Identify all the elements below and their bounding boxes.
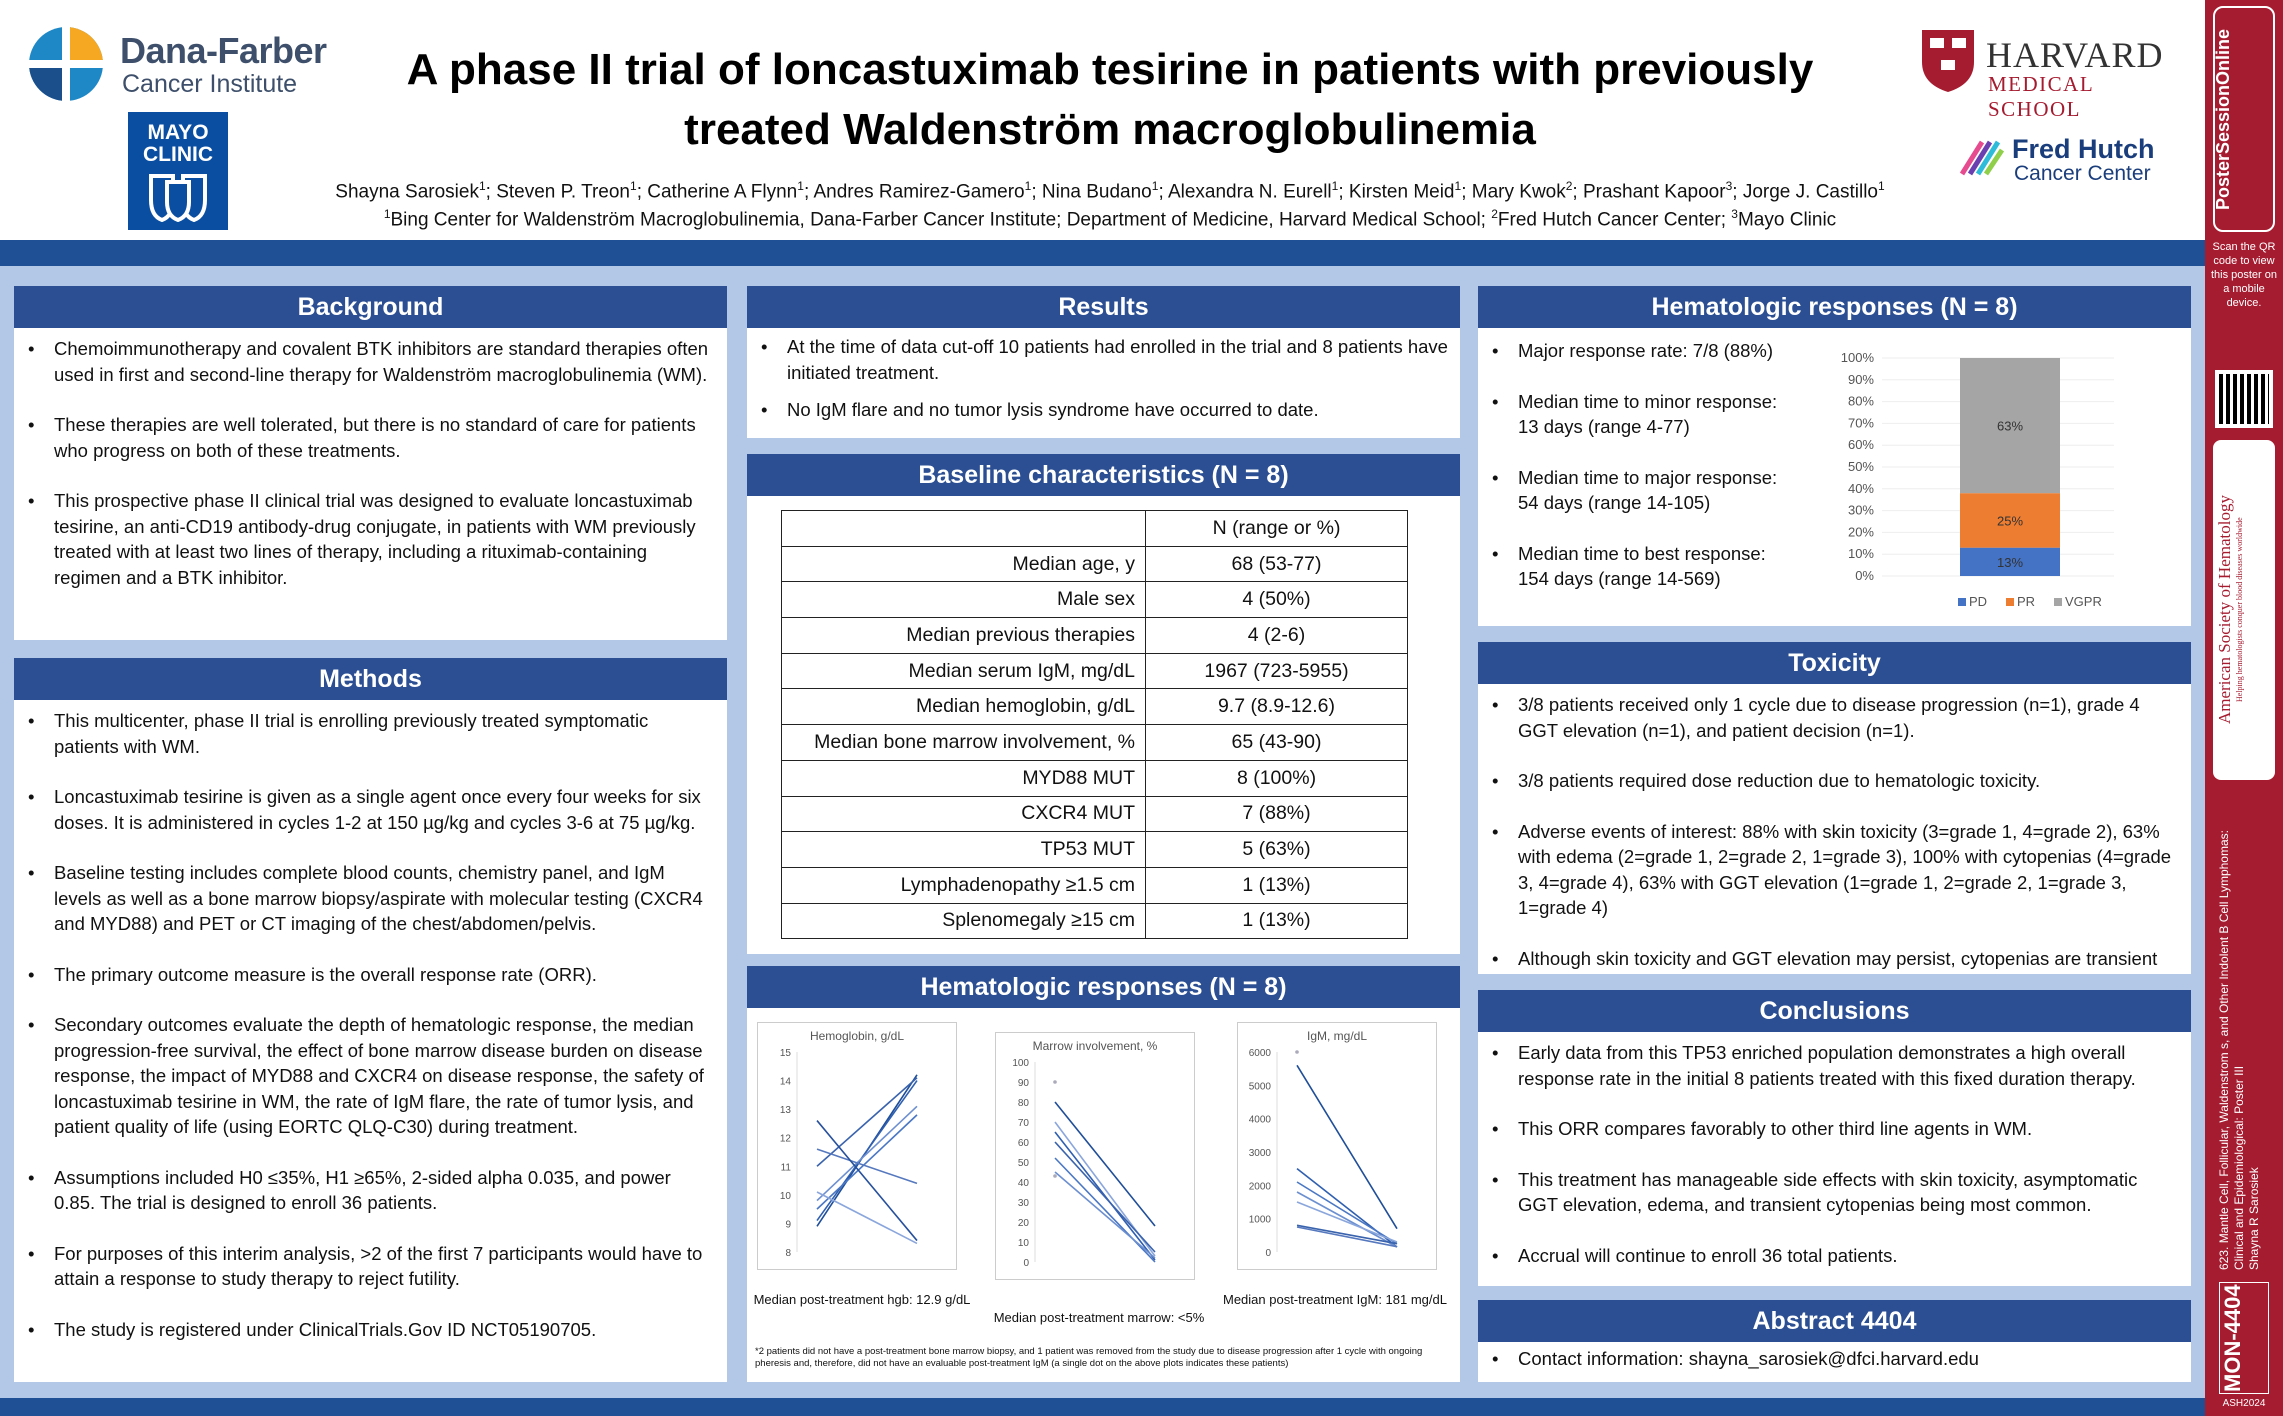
y-tick-label: 100% [1840, 350, 1874, 365]
presenter-name: Shayna R Sarosiek [2247, 1167, 2261, 1270]
fh-line1: Fred Hutch [2012, 134, 2155, 164]
results-heading: Results [747, 286, 1460, 328]
session-info [2217, 800, 2273, 1270]
qr-instructions: Scan the QR code to view this poster on a mobile device. [2210, 241, 2278, 309]
methods-heading: Methods [14, 658, 727, 700]
response-detail: 13 days (range 4-77) [1518, 416, 1690, 437]
y-tick-label: 60% [1847, 437, 1874, 453]
chart-frame [758, 1023, 957, 1270]
author-affiliation-mark: 1 [1454, 179, 1462, 193]
plots-footnote: *2 patients did not have a post-treatment bone marrow biopsy, and 1 patient was removed from the study due to disease progression after 1 cycle with ongoing pheresis and, therefore, did not have an evaluable post-treatment IgM (a single dot on the above plots indicates these patients) [755, 1346, 1423, 1369]
background-panel [14, 286, 727, 640]
legend-label: VGPR [2065, 594, 2102, 609]
toxicity-list [1478, 684, 2191, 979]
list-item: • This ORR compares favorably to other third line agents in WM. [1488, 1116, 2181, 1142]
table-row [782, 903, 1408, 939]
author-name: Nina Budano [1041, 181, 1152, 203]
dana-farber-logo [26, 24, 336, 104]
bar-data-label: 63% [1996, 418, 2024, 434]
y-tick-label: 30 [1017, 1198, 1029, 1209]
legend-label: PD [1969, 594, 1988, 609]
response-list [1478, 338, 1808, 617]
row-value: 1967 (723-5955) [1146, 653, 1408, 689]
table-row [782, 653, 1408, 689]
y-tick-label: 3000 [1248, 1148, 1271, 1159]
row-value: 4 (50%) [1146, 582, 1408, 618]
author-affiliation-mark: 1 [797, 179, 804, 193]
affiliation-text: Mayo Clinic [1737, 209, 1837, 231]
heme-right-heading: Hematologic responses (N = 8) [1478, 286, 2191, 328]
table-col-header: N (range or %) [1146, 511, 1408, 547]
poster-header [0, 0, 2205, 240]
table-header-blank [782, 511, 1146, 547]
background-list [14, 328, 727, 598]
y-tick-label: 90% [1847, 371, 1874, 387]
marrow-chart [995, 1032, 1195, 1280]
response-item: • Median time to minor response: 13 days (range 4-77) [1478, 389, 1808, 440]
bar-data-label: 25% [1996, 513, 2024, 529]
y-tick-label: 0 [1265, 1248, 1271, 1259]
y-tick-label: 10 [1017, 1238, 1029, 1249]
author-name: Catherine A Flynn [647, 181, 798, 203]
list-item: • This treatment has manageable side effects with skin toxicity, asymptomatic GGT elevation, edema, and transient cytopenias being most common. [1488, 1167, 2181, 1218]
affiliation-mark: 3 [1731, 207, 1738, 221]
single-point [1053, 1080, 1057, 1084]
legend-label: PR [2017, 594, 2036, 609]
y-tick-label: 80 [1017, 1098, 1029, 1109]
conclusions-list [1478, 1032, 2191, 1276]
author-affiliation-mark: 1 [1878, 179, 1885, 193]
response-item: • Median time to best response: 154 days (range 14-569) [1478, 541, 1808, 592]
response-detail: 54 days (range 14-105) [1518, 492, 1711, 513]
row-label: Median serum IgM, mg/dL [782, 653, 1146, 689]
dana-farber-emblem-icon [26, 24, 106, 104]
ash-year: ASH2024 [2222, 1398, 2266, 1409]
methods-list [14, 700, 727, 1350]
affiliation-text: Bing Center for Waldenström Macroglobulinemia, Dana-Farber Cancer Institute; Department of Medicine, Harvard Medical School; [390, 209, 1492, 231]
row-label: CXCR4 MUT [782, 796, 1146, 832]
list-item: • Secondary outcomes evaluate the depth of hematologic response, the median progression-free survival, the effect of bone marrow disease burden on disease response, the impact of MYD88 and CXCR4 on disease response, the safety of loncastuximab tesirine in WM, the rate of IgM flare, the rate of tumor lysis, and patient quality of life (using EORTC QLQ-C30) during treatment. [24, 1012, 717, 1140]
y-tick-label: 2000 [1248, 1181, 1271, 1193]
table-row [782, 832, 1408, 868]
list-item: • 3/8 patients required dose reduction due to hematologic toxicity. [1488, 768, 2181, 794]
y-tick-label: 8 [785, 1248, 791, 1259]
conclusions-heading: Conclusions [1478, 990, 2191, 1032]
author-name: Steven P. Treon [496, 181, 631, 203]
list-item: • Chemoimmunotherapy and covalent BTK inhibitors are standard therapies often used in first and second-line therapy for Waldenström macroglobulinemia (WM). [24, 336, 717, 387]
response-item: • Median time to major response: 54 days (range 14-105) [1478, 465, 1808, 516]
mayo-clinic-logo [128, 112, 228, 230]
y-tick-label: 6000 [1248, 1048, 1271, 1059]
affiliation-list [300, 200, 1920, 234]
fred-hutch-logo [1958, 132, 2198, 188]
legend-swatch [2006, 598, 2014, 606]
abstract-panel [1478, 1300, 2191, 1382]
harvard-logo [1920, 28, 2180, 121]
author-name: Kirsten Meid [1348, 181, 1455, 203]
y-tick-label: 0% [1855, 568, 1874, 583]
y-tick-label: 40 [1017, 1178, 1029, 1189]
ash-tagline: Helping hematologists conquer blood diseases worldwide [2235, 517, 2244, 703]
list-item: • This prospective phase II clinical trial was designed to evaluate loncastuximab tesirine, an anti-CD19 antibody-drug conjugate, in patients with WM previously treated with at least two lines of therapy, including a rituximab-containing regimen and a BTK inhibitor. [24, 488, 717, 590]
y-tick-label: 30% [1847, 502, 1874, 518]
ash-name: American Society of Hematology [2215, 495, 2234, 725]
row-value: 4 (2-6) [1146, 618, 1408, 654]
author-name: Jorge J. Castillo [1742, 181, 1878, 203]
author-affiliation-mark: 2 [1565, 179, 1573, 193]
legend-swatch [1958, 598, 1966, 606]
list-item: • Early data from this TP53 enriched population demonstrates a high overall response rate in the initial 8 patients treated with this fixed duration therapy. [1488, 1040, 2181, 1091]
y-tick-label: 40% [1847, 480, 1874, 496]
y-tick-label: 11 [780, 1162, 791, 1174]
list-item: • Adverse events of interest: 88% with skin toxicity (3=grade 1, 4=grade 2), 63% with edema (2=grade 1, 2=grade 2, 1=grade 3), 100% with cytopenias (4=grade 3, 4=grade 4), 63% with GGT elevation (1=grade 1, 2=grade 2, 1=grade 3, 1=grade 4) [1488, 819, 2181, 921]
row-label: MYD88 MUT [782, 760, 1146, 796]
row-label: Lymphadenopathy ≥1.5 cm [782, 867, 1146, 903]
table-row [782, 689, 1408, 725]
bottom-band [0, 1398, 2205, 1416]
response-item: • Major response rate: 7/8 (88%) [1478, 338, 1808, 364]
list-item: • The primary outcome measure is the overall response rate (ORR). [24, 962, 717, 988]
list-item: • 3/8 patients received only 1 cycle due to disease progression (n=1), grade 4 GGT elevation (n=1), and patient decision (n=1). [1488, 692, 2181, 743]
row-value: 1 (13%) [1146, 903, 1408, 939]
y-tick-label: 5000 [1248, 1081, 1271, 1093]
table-row [782, 867, 1408, 903]
row-label: TP53 MUT [782, 832, 1146, 868]
row-value: 8 (100%) [1146, 760, 1408, 796]
row-value: 9.7 (8.9-12.6) [1146, 689, 1408, 725]
y-tick-label: 12 [779, 1133, 791, 1145]
list-item: • This multicenter, phase II trial is enrolling previously treated symptomatic patients with WM. [24, 708, 717, 759]
table-row [782, 582, 1408, 618]
y-tick-label: 20 [1017, 1218, 1029, 1229]
abstract-list [1478, 1342, 2191, 1380]
table-header-row [782, 511, 1408, 547]
affiliation-text: Fred Hutch Cancer Center; [1497, 209, 1732, 231]
y-tick-label: 80% [1847, 393, 1874, 409]
y-tick-label: 70 [1017, 1118, 1029, 1129]
session-text: 623. Mantle Cell, Follicular, Waldenstrom s, and Other Indolent B Cell Lymphomas: Clinical and Epidemiological: Poster III [2217, 830, 2246, 1270]
author-name: Prashant Kapoor [1582, 181, 1726, 203]
single-point [1053, 1174, 1057, 1178]
response-panel [1478, 286, 2191, 626]
author-affiliation-mark: 1 [1024, 179, 1032, 193]
y-tick-label: 15 [779, 1048, 791, 1059]
y-tick-label: 60 [1017, 1138, 1029, 1149]
mayo-line2: CLINIC [143, 143, 213, 166]
author-affiliation-mark: 1 [1331, 179, 1339, 193]
author-affiliation-mark: 1 [478, 179, 486, 193]
y-tick-label: 4000 [1248, 1114, 1271, 1126]
response-detail: 154 days (range 14-569) [1518, 568, 1721, 589]
response-label: Median time to minor response: [1518, 390, 1778, 412]
y-tick-label: 0 [1023, 1258, 1029, 1269]
y-tick-label: 100 [1012, 1058, 1029, 1069]
row-label: Median bone marrow involvement, % [782, 725, 1146, 761]
qr-code-icon[interactable] [2215, 370, 2273, 428]
author-list: Shayna Sarosiek$^1$; Steven P. Treon$^1$; Catherine A Flynn$^1$; Andres Ramirez-Gamero$^1$; Nina Budano$^1$; Alexandra N. Eurell$^1$; Kirsten Meid$^1$; Mary Kwok$^2$; Prashant Kapoor$^3$; Jorge J. Castillo$^1$ [335, 179, 1885, 203]
row-value: 68 (53-77) [1146, 546, 1408, 582]
results-panel [747, 286, 1460, 438]
row-value: 5 (63%) [1146, 832, 1408, 868]
y-tick-label: 1000 [1248, 1214, 1271, 1226]
response-label: Median time to major response: [1518, 466, 1778, 488]
y-tick-label: 14 [779, 1076, 791, 1088]
top-band [0, 240, 2205, 266]
row-value: 1 (13%) [1146, 867, 1408, 903]
affiliation-mark: 2 [1491, 207, 1498, 221]
postersession-label: PosterSessionOnline [2213, 28, 2233, 210]
poster-title: A phase II trial of loncastuximab tesirine in patients with previously treated Waldenström macroglobulinemia [406, 45, 1814, 154]
list-item: • Although skin toxicity and GGT elevation may persist, cytopenias are transient [1488, 946, 2181, 972]
author-name: Andres Ramirez-Gamero [813, 181, 1025, 203]
table-row [782, 725, 1408, 761]
list-item: • Loncastuximab tesirine is given as a single agent once every four weeks for six doses. It is administered in cycles 1-2 at 150 µg/kg and cycles 3-6 at 75 µg/kg. [24, 784, 717, 835]
ash-label [2215, 460, 2273, 760]
list-item: • These therapies are well tolerated, but there is no standard of care for patients who progress on both of these treatments. [24, 412, 717, 463]
chart-title: Hemoglobin, g/dL [809, 1029, 905, 1043]
hematologic-plots-panel [747, 966, 1460, 1382]
harvard-line2: MEDICAL SCHOOL [1988, 72, 2094, 121]
baseline-panel [747, 454, 1460, 954]
affiliation-mark: 1 [383, 207, 391, 221]
y-tick-label: 10% [1847, 546, 1874, 562]
author-affiliation-mark: 1 [630, 179, 637, 193]
mayo-shields-icon [143, 172, 213, 222]
results-list [747, 328, 1460, 443]
response-stacked-chart [1834, 346, 2134, 618]
row-label: Median hemoglobin, g/dL [782, 689, 1146, 725]
row-label: Median age, y [782, 546, 1146, 582]
table-row [782, 760, 1408, 796]
hemoglobin-chart [757, 1022, 957, 1270]
row-label: Splenomegaly ≥15 cm [782, 903, 1146, 939]
table-row [782, 796, 1408, 832]
dfci-subname: Cancer Institute [122, 70, 298, 98]
author-affiliation-mark: 3 [1725, 179, 1733, 193]
legend-swatch [2054, 598, 2062, 606]
y-tick-label: 9 [785, 1219, 791, 1231]
bar-data-label: 13% [1996, 554, 2024, 570]
list-item: • Accrual will continue to enroll 36 total patients. [1488, 1243, 2181, 1269]
dfci-name: Dana-Farber [120, 30, 327, 71]
abstract-heading: Abstract 4404 [1478, 1300, 2191, 1342]
list-item: • Baseline testing includes complete blood counts, chemistry panel, and IgM levels as well as a bone marrow biopsy/aspirate with molecular testing (CXCR4 and MYD88) and PET or CT imaging of the chest/abdomen/pelvis. [24, 860, 717, 937]
conclusions-panel [1478, 990, 2191, 1286]
baseline-heading: Baseline characteristics (N = 8) [747, 454, 1460, 496]
list-item: • Assumptions included H0 ≤35%, H1 ≥65%, 2-sided alpha 0.035, and power 0.85. The trial is designed to enroll 36 patients. [24, 1165, 717, 1216]
y-tick-label: 13 [779, 1105, 791, 1117]
row-label: Median previous therapies [782, 618, 1146, 654]
table-row [782, 546, 1408, 582]
response-label: Median time to best response: [1518, 542, 1766, 564]
list-item: • The study is registered under ClinicalTrials.Gov ID NCT05190705. [24, 1317, 717, 1343]
toxicity-panel [1478, 642, 2191, 974]
marrow-caption: Median post-treatment marrow: <5% [993, 1310, 1205, 1325]
toxicity-heading: Toxicity [1478, 642, 2191, 684]
y-tick-label: 90 [1017, 1078, 1029, 1089]
poster-sidebar [2205, 0, 2283, 1416]
y-tick-label: 70% [1847, 415, 1874, 431]
list-item: • Contact information: shayna_sarosiek@dfci.harvard.edu [1488, 1346, 2181, 1372]
fh-line2: Cancer Center [2014, 162, 2151, 185]
board-number: MON-4404 [2219, 1282, 2269, 1394]
igm-chart [1237, 1022, 1437, 1270]
row-label: Male sex [782, 582, 1146, 618]
background-heading: Background [14, 286, 727, 328]
fred-hutch-stripes-icon [1958, 132, 2004, 178]
baseline-table [781, 510, 1408, 939]
methods-panel [14, 658, 727, 1382]
y-tick-label: 10 [779, 1190, 791, 1202]
hgb-caption: Median post-treatment hgb: 12.9 g/dL [753, 1292, 971, 1307]
y-tick-label: 50 [1017, 1158, 1029, 1169]
list-item: • No IgM flare and no tumor lysis syndrome have occurred to date. [757, 397, 1450, 423]
author-affiliation-mark: 1 [1151, 179, 1159, 193]
row-value: 7 (88%) [1146, 796, 1408, 832]
igm-caption: Median post-treatment IgM: 181 mg/dL [1222, 1292, 1447, 1307]
response-label: Major response rate: 7/8 (88%) [1518, 340, 1774, 361]
list-item: • For purposes of this interim analysis, >2 of the first 7 participants would have to attain a response to study therapy to reject futility. [24, 1241, 717, 1292]
y-tick-label: 50% [1847, 459, 1874, 474]
row-value: 65 (43-90) [1146, 725, 1408, 761]
single-point [1295, 1050, 1299, 1054]
table-row [782, 618, 1408, 654]
harvard-line1: HARVARD [1986, 35, 2164, 75]
y-tick-label: 20% [1847, 524, 1874, 540]
list-item: • At the time of data cut-off 10 patients had enrolled in the trial and 8 patients have initiated treatment. [757, 334, 1450, 385]
chart-title: Marrow involvement, % [1032, 1039, 1158, 1053]
author-name: Alexandra N. Eurell [1167, 181, 1332, 203]
chart-title: IgM, mg/dL [1306, 1029, 1368, 1043]
mayo-line1: MAYO [147, 121, 209, 144]
author-name: Shayna Sarosiek [335, 181, 479, 203]
harvard-shield-icon [1920, 28, 1976, 94]
heme-mid-heading: Hematologic responses (N = 8) [747, 966, 1460, 1008]
author-name: Mary Kwok [1471, 181, 1566, 203]
